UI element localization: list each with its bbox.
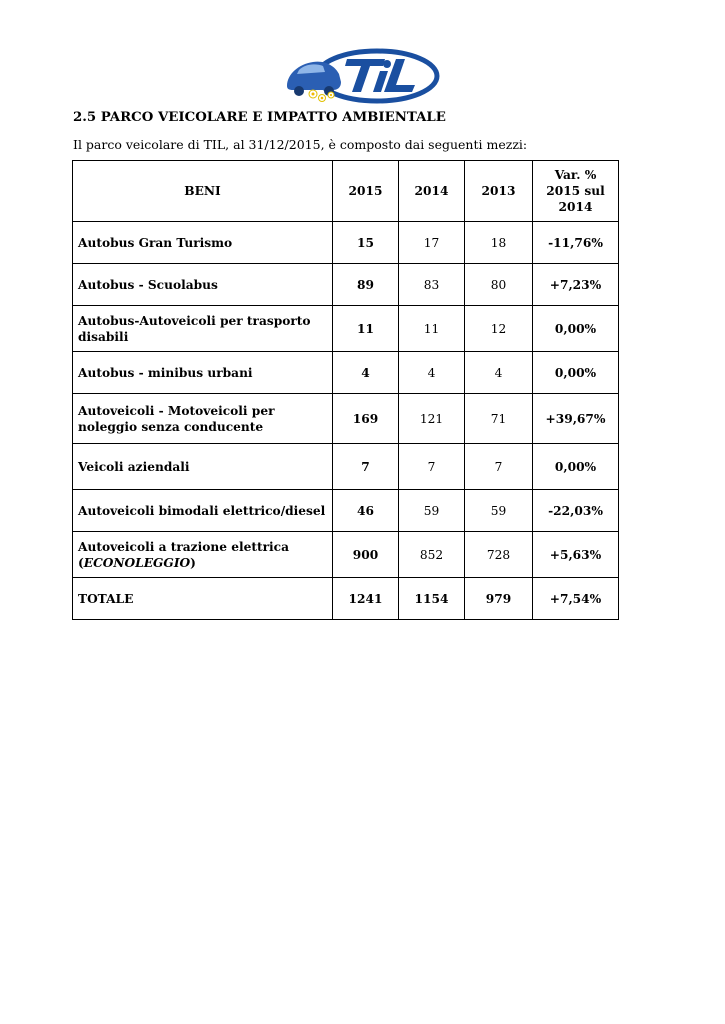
header-2013: 2013 — [465, 161, 533, 222]
total-2013: 979 — [465, 578, 533, 620]
row-label: Autobus-Autoveicoli per trasporto disabili — [73, 306, 333, 352]
row-label: Autobus - minibus urbani — [73, 352, 333, 394]
value-2013: 728 — [465, 532, 533, 578]
value-variation: -11,76% — [533, 222, 619, 264]
value-2013: 71 — [465, 394, 533, 444]
section-heading: 2.5 PARCO VEICOLARE E IMPATTO AMBIENTALE — [73, 110, 446, 125]
value-2014: 852 — [399, 532, 465, 578]
value-2014: 4 — [399, 352, 465, 394]
row-label: Autobus Gran Turismo — [73, 222, 333, 264]
row-label: Autobus - Scuolabus — [73, 264, 333, 306]
row-label-emphasis: ECONOLEGGIO — [83, 555, 191, 570]
value-2014: 121 — [399, 394, 465, 444]
value-2015: 4 — [333, 352, 399, 394]
value-variation: +7,23% — [533, 264, 619, 306]
value-variation: 0,00% — [533, 444, 619, 490]
value-2014: 7 — [399, 444, 465, 490]
table-row — [73, 352, 619, 394]
intro-text: Il parco veicolare di TIL, al 31/12/2015, è composto dai seguenti mezzi: — [73, 137, 528, 152]
header-variation: Var. % 2015 sul 2014 — [533, 161, 619, 222]
value-2014: 59 — [399, 490, 465, 532]
value-2013: 59 — [465, 490, 533, 532]
value-2014: 83 — [399, 264, 465, 306]
value-variation: 0,00% — [533, 352, 619, 394]
row-label: Autoveicoli bimodali elettrico/diesel — [73, 490, 333, 532]
value-2015: 169 — [333, 394, 399, 444]
value-2013: 7 — [465, 444, 533, 490]
total-label: TOTALE — [73, 578, 333, 620]
value-2015: 89 — [333, 264, 399, 306]
value-variation: 0,00% — [533, 306, 619, 352]
row-label: Autoveicoli - Motoveicoli per noleggio senza conducente — [73, 394, 333, 444]
table-row — [73, 532, 619, 578]
value-2015: 46 — [333, 490, 399, 532]
value-2014: 11 — [399, 306, 465, 352]
value-2015: 900 — [333, 532, 399, 578]
value-variation: +5,63% — [533, 532, 619, 578]
total-variation: +7,54% — [533, 578, 619, 620]
til-logo — [281, 42, 443, 110]
row-label: Veicoli aziendali — [73, 444, 333, 490]
row-label-prefix: Autoveicoli a trazione elettrica ( — [78, 539, 289, 570]
table-row — [73, 222, 619, 264]
value-2013: 4 — [465, 352, 533, 394]
value-2015: 15 — [333, 222, 399, 264]
header-2014: 2014 — [399, 161, 465, 222]
total-2015: 1241 — [333, 578, 399, 620]
value-2015: 11 — [333, 306, 399, 352]
value-2014: 17 — [399, 222, 465, 264]
row-label-suffix: ) — [190, 555, 196, 570]
til-logo-graphic — [281, 42, 443, 110]
value-2013: 18 — [465, 222, 533, 264]
value-2013: 12 — [465, 306, 533, 352]
table-header-row — [73, 161, 619, 222]
table-row — [73, 394, 619, 444]
table-row — [73, 264, 619, 306]
value-variation: -22,03% — [533, 490, 619, 532]
value-variation: +39,67% — [533, 394, 619, 444]
row-label — [73, 532, 333, 578]
total-2014: 1154 — [399, 578, 465, 620]
total-row — [73, 578, 619, 620]
value-2015: 7 — [333, 444, 399, 490]
table-row — [73, 444, 619, 490]
fleet-table — [72, 160, 619, 620]
table-row — [73, 490, 619, 532]
value-2013: 80 — [465, 264, 533, 306]
header-2015: 2015 — [333, 161, 399, 222]
header-beni: BENI — [73, 161, 333, 222]
table-row — [73, 306, 619, 352]
